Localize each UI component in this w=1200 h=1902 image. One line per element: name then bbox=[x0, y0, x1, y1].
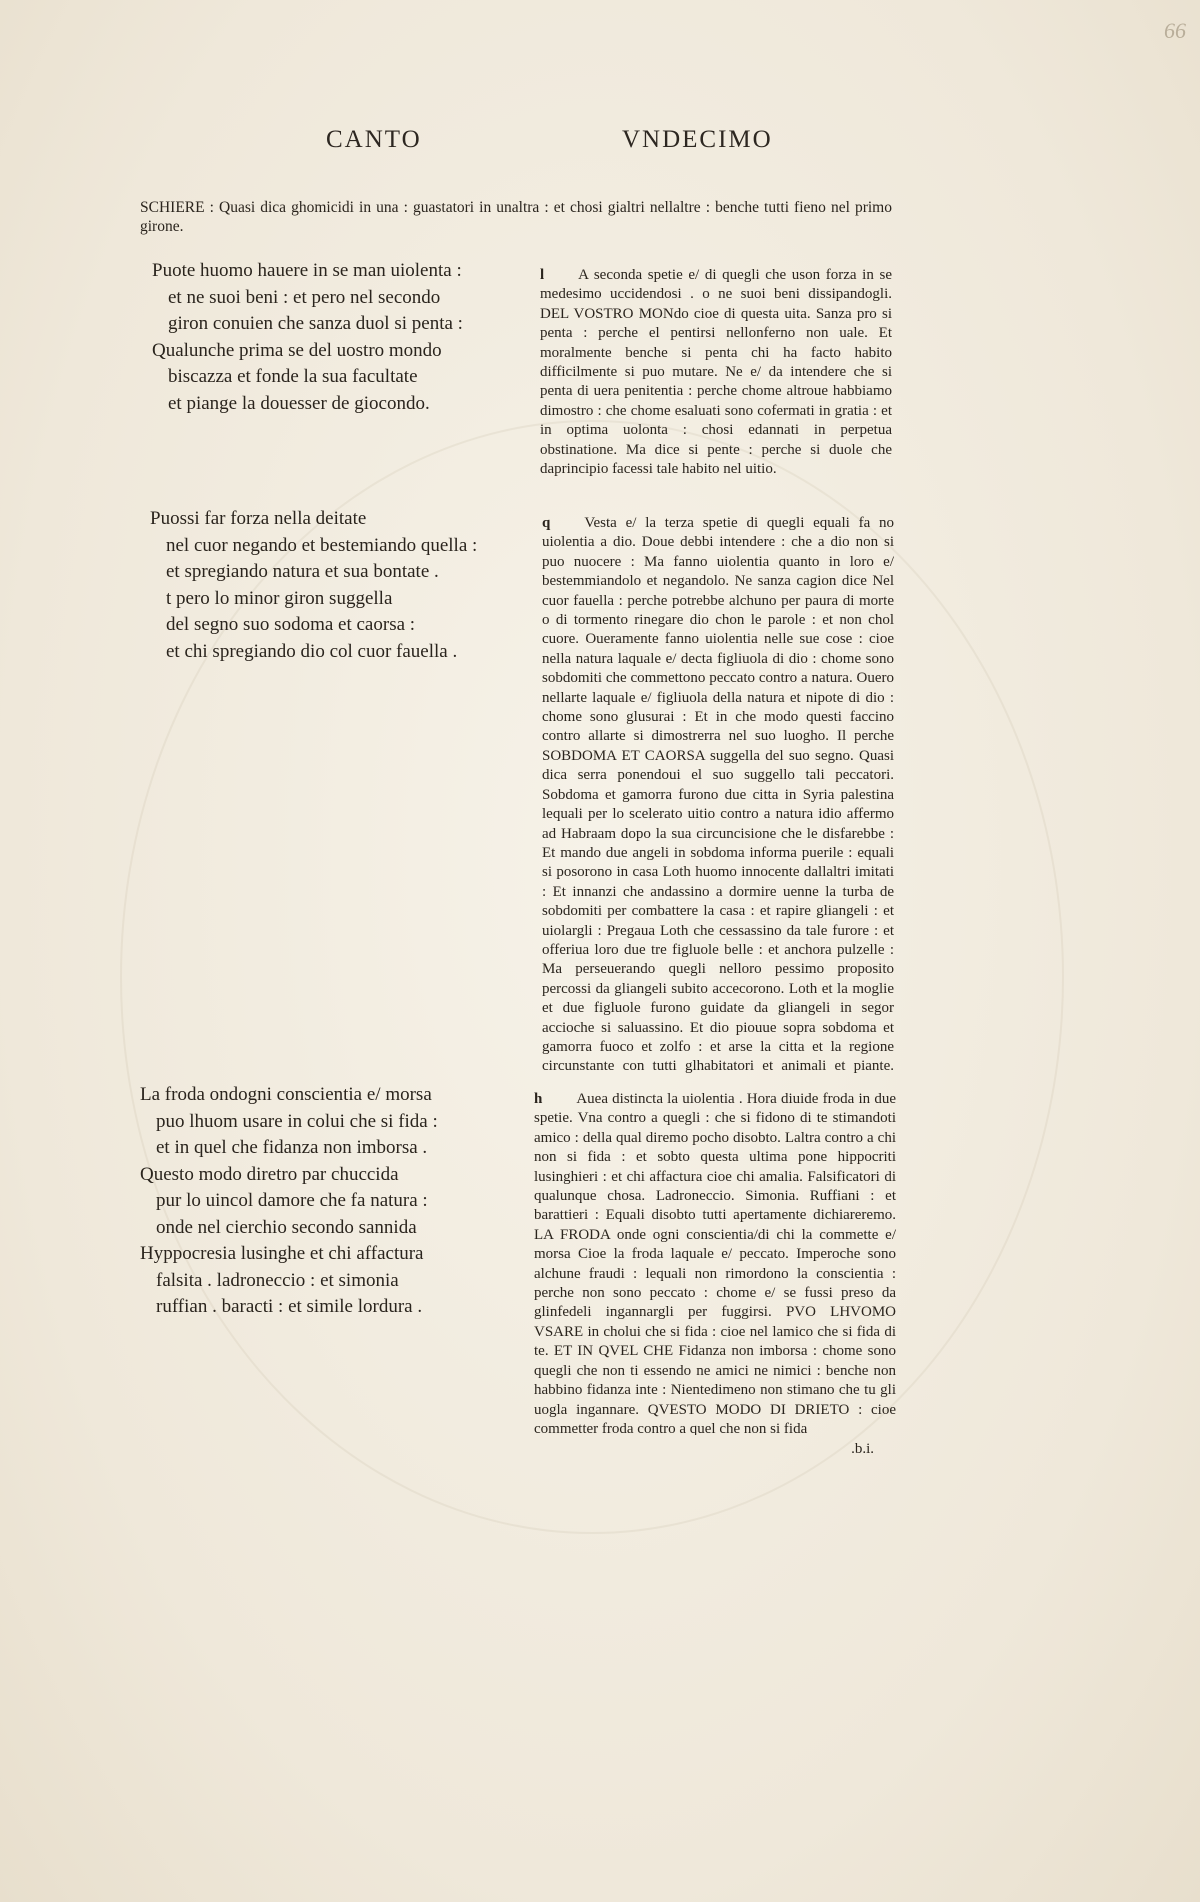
commentary-stanza-2 bbox=[542, 514, 894, 1074]
page-number: 66 bbox=[1164, 18, 1186, 43]
verse-line: et in quel che fidanza non imborsa . bbox=[156, 1137, 428, 1158]
verse-line: et chi spregiando dio col cuor fauella . bbox=[166, 640, 458, 662]
commentary-stanza-1 bbox=[540, 266, 892, 496]
verse-line: et ne suoi beni : et pero nel secondo bbox=[168, 286, 441, 308]
commentary-text: Vesta e/ la terza spetie di quegli equali fa no uiolentia a dio. Doue debbi intendere : che a dio non si puo nuocere : Ma fanno uiolentia quanto in loro e/ bestemmiandolo et negandolo. Ne sanza cagion dice Nel cuor fauella : perche potrebbe alchuno per paura di morte o di tormento rinegare dio chon le parole : et non chol cuore. Oueramente fanno uiolentia nelle sue cose : cioe nella natura laquale e/ decta figliuola di dio : chome sono sobdomiti che commettono peccato contro a natura. Ouero nellarte laquale e/ figliuola della natura et nipote di dio : chome sono glusurai : Et in che modo questi faccino contro allarte si dimostrerra nel suo luogho. Il perche SOBDOMA ET CAORSA suggella del suo segno. Quasi dica serra ponendoui el suo suggello tali peccatori. Sobdoma et gamorra furono due citta in Syria palestina lequali per lo scelerato uitio contro a natura idio affermo ad Habraam dopo la sua circuncisione che le disfarebbe : Et mando due angeli in sobdoma informa puerile : equali si posorono in casa Loth huomo innocente dallaltri imitati : Et innanzi che andassino a dormire uenne la turba de sobdomiti per combattere la casa : et rapire gliangeli : et uiolargli : Pregaua Loth che cessassino da tale furore : et offeriua loro due tre figluole belle : et anchora pulzelle : Ma perseuerando quegli nelloro pessimo proposito percossi da gliangeli subito accecorono. Loth et la moglie et due figluole furono guidate da gliangeli in segor accioche si saluassino. Et dio piouue sopra sobdoma et gamorra fuoco et zolfo : et arse la citta et la regione circunstante con tutti glhabitatori et animali et piante. bbox=[542, 515, 894, 1074]
verse-line: Questo modo diretro par chuccida bbox=[140, 1163, 399, 1185]
verse-line: falsita . ladroneccio : et simonia bbox=[156, 1269, 399, 1291]
verse-line: giron conuien che sanza duol si penta : bbox=[168, 313, 463, 334]
verse-line: Puossi far forza nella deitate bbox=[150, 508, 367, 529]
verse-stanza-2 bbox=[150, 506, 477, 665]
verse-line: del segno suo sodoma et caorsa : bbox=[166, 614, 416, 635]
verse-line: biscazza et fonde la sua facultate bbox=[168, 366, 418, 387]
intro-commentary: SCHIERE : Quasi dica ghomicidi in una : guastatori in unaltra : et chosi gialtri nellaltre : benche tutti fieno nel primo girone. bbox=[140, 199, 892, 235]
running-head bbox=[0, 126, 1200, 166]
verse-line: La froda ondogni conscientia e/ morsa bbox=[140, 1084, 432, 1105]
running-head-right: VNDECIMO bbox=[622, 126, 773, 153]
verse-line: Hyppocresia lusinghe et chi affactura bbox=[140, 1243, 424, 1264]
signature-mark: .b.i. bbox=[851, 1441, 874, 1457]
verse-line: ruffian . baracti : et simile lordura . bbox=[156, 1296, 423, 1317]
verse-stanza-1 bbox=[152, 258, 463, 417]
verse-line: puo lhuom usare in colui che si fida : bbox=[156, 1110, 438, 1132]
verse-line: Puote huomo hauere in se man uiolenta : bbox=[152, 260, 462, 281]
commentary-marker: q bbox=[542, 515, 551, 531]
verse-line: et spregiando natura et sua bontate . bbox=[166, 561, 439, 582]
verse-line: t pero lo minor giron suggella bbox=[166, 587, 393, 609]
verse-line: pur lo uincol damore che fa natura : bbox=[156, 1190, 428, 1211]
running-head-left: CANTO bbox=[326, 126, 422, 153]
verse-line: Qualunche prima se del uostro mondo bbox=[152, 339, 442, 361]
verse-line: nel cuor negando et bestemiando quella : bbox=[166, 534, 478, 556]
verse-stanza-3 bbox=[140, 1082, 438, 1321]
commentary-text: A seconda spetie e/ di quegli che uson forza in se medesimo uccidendosi . o ne suoi beni dissipandogli. DEL VOSTRO MONdo cioe di questa uita. Sanza pro si penta : perche el pentirsi nellonferno non uale. Et moralmente benche si penta chi ha facto habito difficilmente si puo mutare. Ne e/ da intendere che si penta di uera penitentia : perche chome altroue habbiamo dimostro : che chome esaluati sono cofermati in gratia : et in optima uolonta : chosi edannati in perpetua obstinatione. Ma dice si pente : perche si duole che daprincipio facessi tale habito nel uitio. bbox=[540, 267, 892, 478]
verse-line: onde nel cierchio secondo sannida bbox=[156, 1216, 417, 1238]
commentary-marker: l bbox=[540, 267, 545, 283]
verse-line: et piange la douesser de giocondo. bbox=[168, 392, 430, 414]
commentary-stanza-3 bbox=[534, 1090, 896, 1435]
commentary-text: Auea distincta la uiolentia . Hora diuide froda in due spetie. Vna contro a quegli : che si fidono di te stimandoti amico : della qual diremo pocho disobto. Laltra contro a chi non si fida : et sobto questa ultima pone hippocriti lusinghieri : et chi affactura cioe chi amalia. Falsificatori di qualunque chosa. Ladroneccio. Simonia. Ruffiani : et barattieri : Equali disobto tutti apertamente dichiareremo. LA FRODA onde ogni conscientia/di chi la commette e/ morsa Cioe la froda laquale e/ peccato. Imperoche sono alchune fraudi : lequali non rimordono la conscientia : perche non sono peccato : chome e/ se fussi preso da glinfedeli ingannargli per fuggirsi. PVO LHVOMO VSARE in cholui che si fida : cioe nel lamico che si fida di te. ET IN QVEL CHE Fidanza non imborsa : chome sono quegli che non ti essendo ne amici ne nimici : benche non habbino fidanza inte : Nientedimeno non stimano che tu gli uogla ingannare. QVESTO MODO DI DRIETO : cioe commetter froda contro a quel che non si fida bbox=[534, 1091, 896, 1435]
commentary-marker: h bbox=[534, 1091, 543, 1107]
